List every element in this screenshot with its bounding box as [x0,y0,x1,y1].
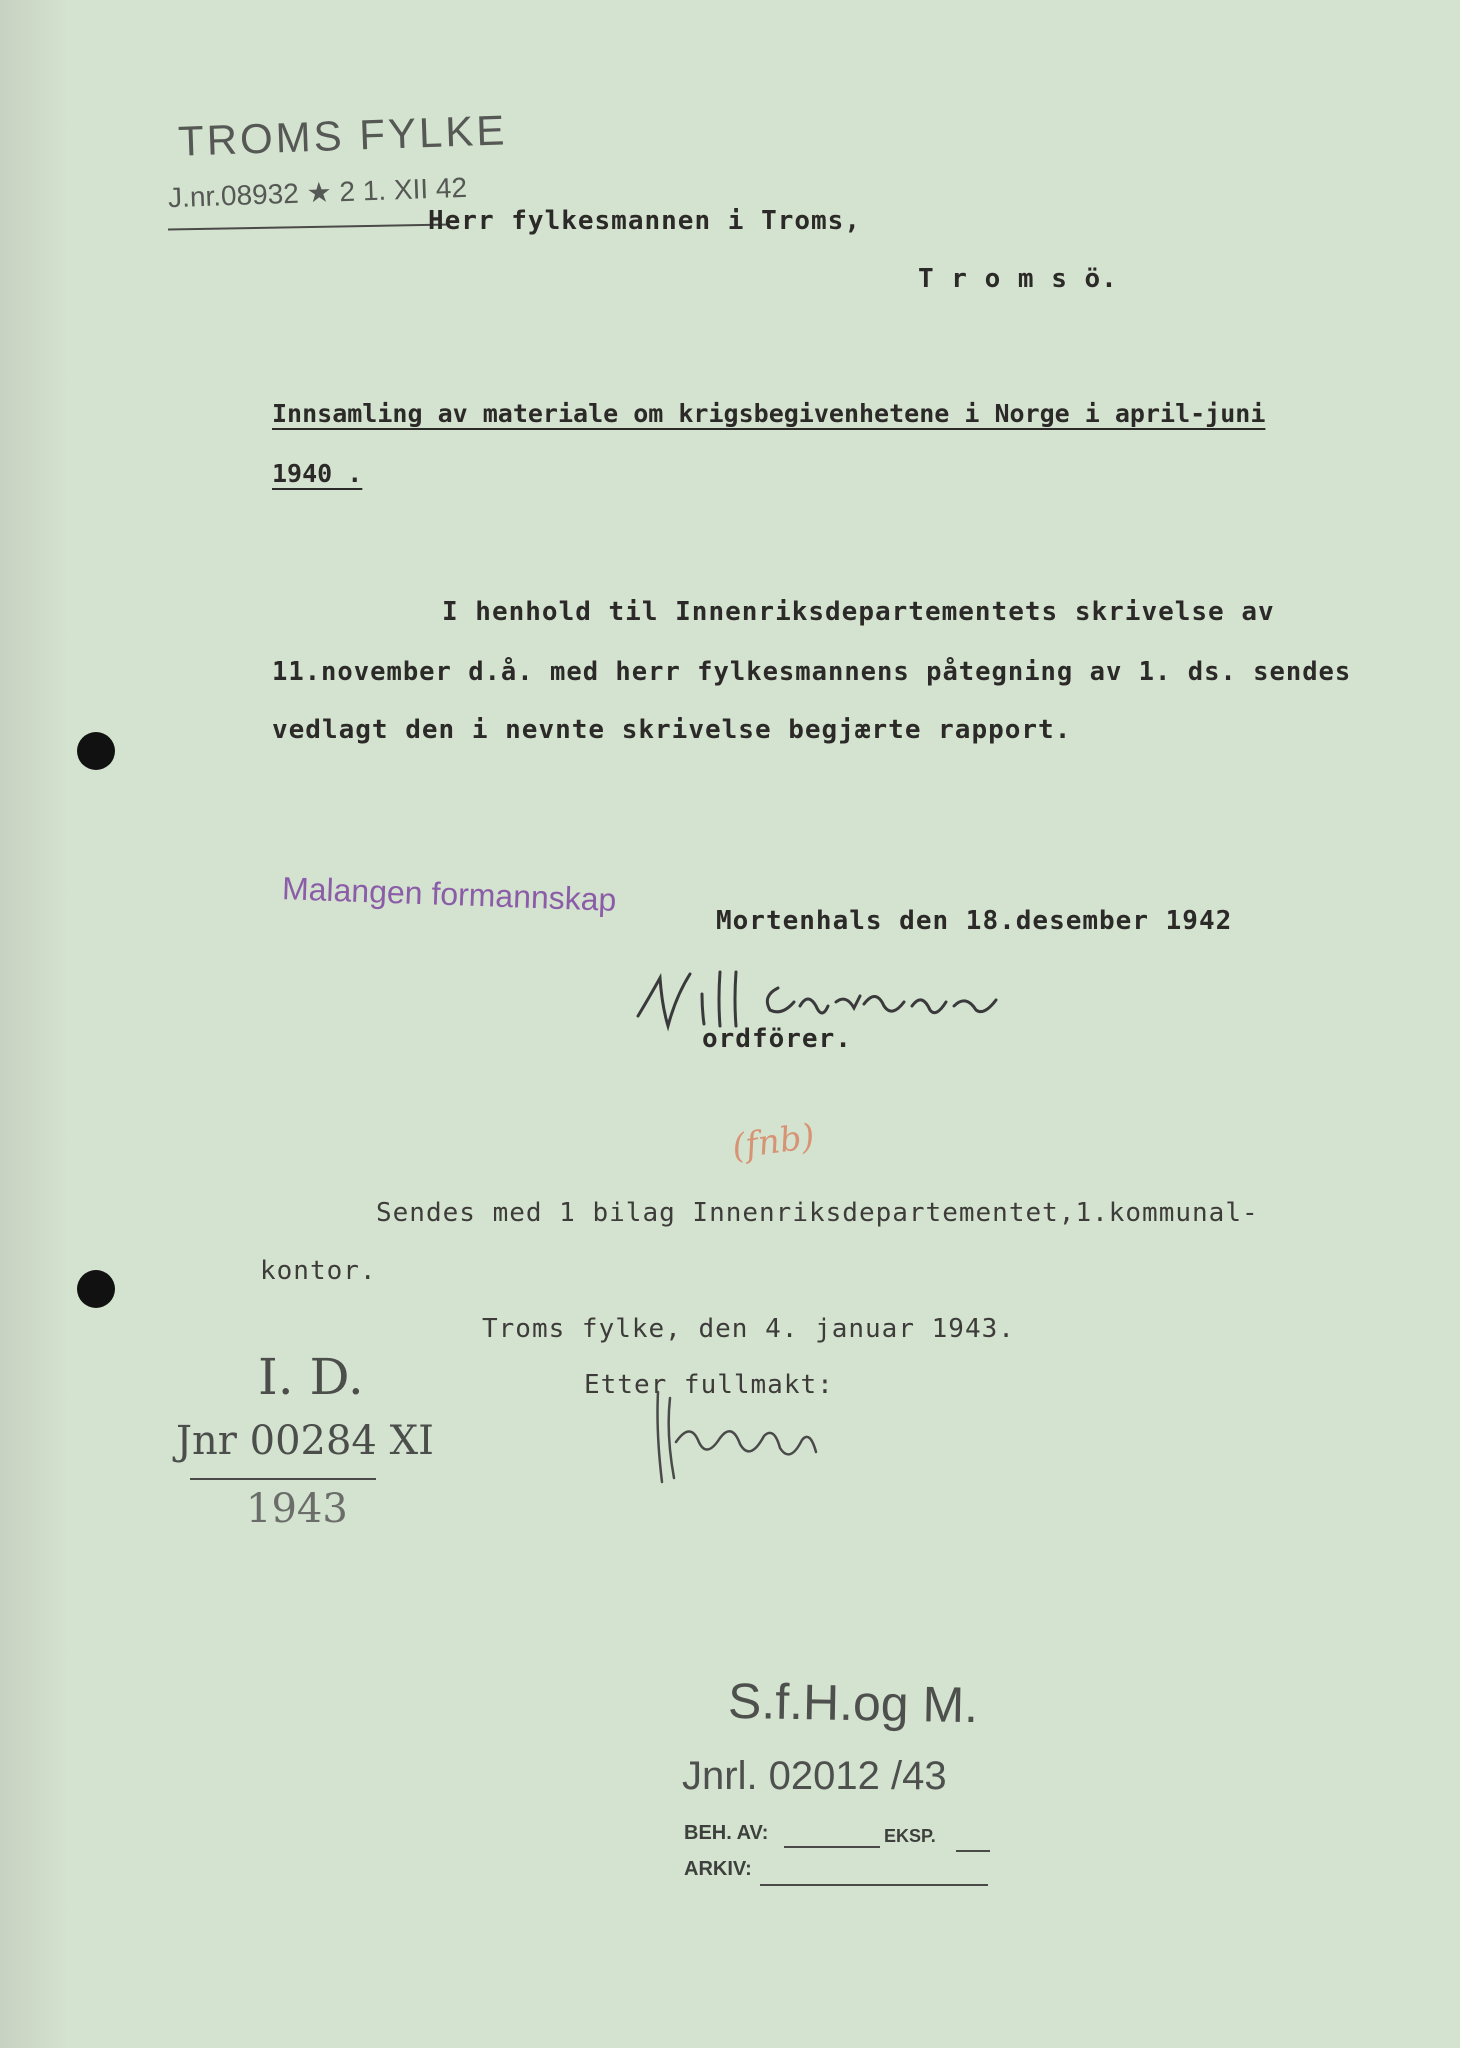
punch-hole-top [77,732,115,770]
addressee: Herr fylkesmannen i Troms, [428,206,861,236]
sfh-eksp-line [956,1850,990,1852]
troms-fylke-stamp-title: TROMS FYLKE [177,106,509,165]
body-line-1: I henhold til Innenriksdepartementets skrivelse av [442,597,1275,627]
forwarding-line-1: Sendes med 1 bilag Innenriksdepartementet,1.kommunal- [376,1198,1259,1228]
sfh-stamp-journal: Jnrl. 02012 /43 [682,1754,947,1798]
forwarding-line-2: kontor. [260,1256,377,1286]
sfh-arkiv-line [760,1884,988,1886]
sfh-arkiv-label: ARKIV: [684,1858,752,1880]
body-line-3: vedlagt den i nevnte skrivelse begjærte rapport. [272,715,1072,745]
malangen-formannskap-stamp: Malangen formannskap [281,870,617,918]
punch-hole-bottom [77,1270,115,1308]
id-stamp-year: 1943 [246,1486,348,1532]
signer-title: ordförer. [702,1024,852,1054]
id-stamp-journal: Jnr 00284 XI [176,1418,434,1464]
subject-line-1: Innsamling av materiale om krigsbegivenhetene i Norge i april-juni [272,399,1266,428]
sfh-beh-label: BEH. AV: [684,1822,769,1844]
sfh-eksp-label: EKSP. [884,1826,936,1846]
body-line-2: 11.november d.å. med herr fylkesmannens påtegning av 1. ds. sendes [272,657,1352,687]
authority-signature [640,1382,840,1492]
place-date: Mortenhals den 18.desember 1942 [716,906,1233,936]
forwarding-place-date: Troms fylke, den 4. januar 1943. [482,1314,1015,1344]
troms-fylke-stamp-journal: J.nr.08932 ★ 2 1. XII 42 [167,171,468,214]
forwarding-authority: Etter fullmakt: [584,1370,834,1400]
id-stamp-divider [190,1478,376,1480]
stamp-underline [168,224,450,231]
forwarding-annotation: (fnb) [729,1116,818,1168]
subject-line-2: 1940 . [272,459,363,488]
sfh-beh-line [784,1846,880,1848]
id-stamp-title: I. D. [258,1348,364,1406]
sfh-stamp-title: S.f.H.og M. [727,1672,979,1734]
city: T r o m s ö. [918,264,1118,294]
